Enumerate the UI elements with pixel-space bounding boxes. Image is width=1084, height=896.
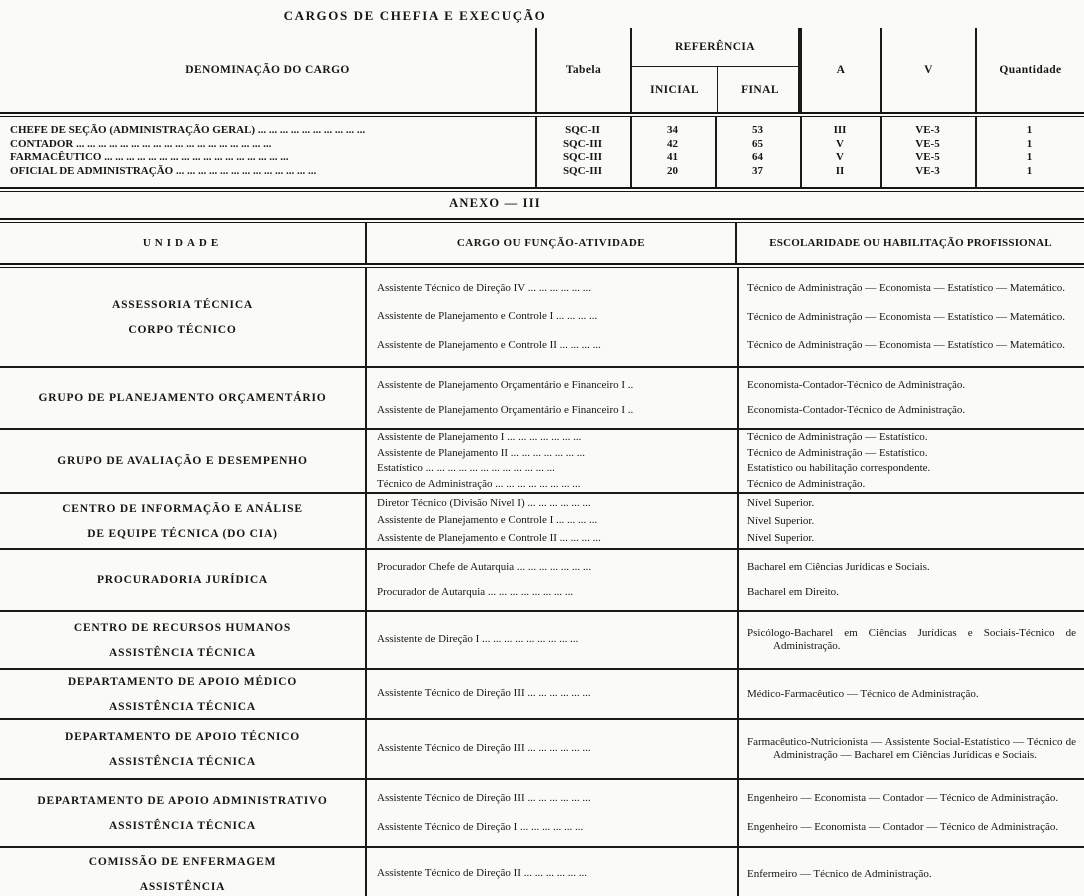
table1-cell-v: VE-5	[915, 137, 940, 150]
table2-cargo-cell: Assistente Técnico de Direção III ... ... ... ... ... ...	[377, 687, 591, 700]
table1-cell-a: V	[836, 151, 844, 163]
table2-group	[0, 668, 1084, 718]
table2-cargo-cell: Assistente Técnico de Direção III ... ... ... ... ... ...	[377, 791, 591, 804]
table1-header-inicial: INICIAL	[650, 83, 699, 96]
table2-unit-line: ASSESSORIA TÉCNICA	[111, 298, 254, 311]
table2-cargo-cell: Assistente Técnico de Direção IV ... ... ... ... ... ...	[377, 281, 592, 294]
table1-cell-quantidade: 1	[1026, 151, 1033, 163]
table1-row	[0, 151, 1084, 165]
table2-escolaridade-text: Técnico de Administração — Economista — Estatístico — Matemático.	[747, 282, 1066, 295]
table2-cargo-cell: Procurador de Autarquia ... ... ... ... ... ... ... ...	[377, 585, 574, 598]
table2-escolaridade-cell	[737, 514, 1084, 529]
table1-header-a: A	[800, 28, 880, 112]
table1-title: CARGOS DE CHEFIA E EXECUÇÃO	[283, 8, 547, 23]
table1-cell-inicial: 42	[667, 137, 678, 150]
table2-escolaridade-cell	[737, 867, 1084, 882]
table1-header	[0, 28, 1084, 112]
table2-unit-line: CENTRO DE INFORMAÇÃO E ANÁLISE	[62, 502, 303, 515]
table2-cargo-cell: Assistente Técnico de Direção I ... ... ... ... ... ...	[377, 821, 584, 833]
table2-escolaridade-cell	[737, 461, 1084, 476]
table2-cargo-cell: Assistente Técnico de Direção II ... ... ... ... ... ...	[377, 867, 587, 880]
table1-cell-final: 37	[752, 164, 763, 177]
table1-cell-tabela: SQC-III	[562, 151, 603, 163]
table2-escolaridade-cell	[737, 281, 1084, 296]
table2-escolaridade-text: Economista-Contador-Técnico de Administração.	[747, 404, 966, 417]
table2-unit-line: COMISSÃO DE ENFERMAGEM	[88, 855, 277, 868]
column-divider	[630, 117, 632, 187]
table1-cell-tabela: SQC-II	[565, 124, 600, 136]
table2-unit-cell	[0, 560, 365, 601]
table1-header-quantidade: Quantidade	[975, 28, 1084, 112]
table1-cell-inicial: 41	[667, 151, 678, 163]
table2-escolaridade-text: Bacharel em Ciências Jurídicas e Sociais.	[747, 560, 930, 573]
table2-escolaridade-cell	[737, 403, 1084, 418]
table2-cargo-cell: Assistente de Planejamento e Controle I ... ... ... ...	[377, 514, 598, 527]
table2-header-cargo: CARGO OU FUNÇÃO-ATIVIDADE	[365, 223, 737, 263]
table2-unit-line: CENTRO DE RECURSOS HUMANOS	[73, 621, 292, 634]
table1-cell-cargo: OFICIAL DE ADMINISTRAÇÃO ... ... ... ... ... ... ... ... ... ... ... ... ...	[10, 164, 317, 177]
table2-cargo-cell: Diretor Técnico (Divisão Nível I) ... ... ... ... ... ...	[377, 496, 591, 509]
table1-header-tabela: Tabela	[535, 28, 630, 112]
table2-escolaridade-text: Psicólogo-Bacharel em Ciências Jurídicas e Sociais-Técnico de Administração.	[747, 627, 1076, 652]
table2-escolaridade-text: Nível Superior.	[747, 497, 815, 510]
table1-cell-v: VE-3	[915, 124, 940, 136]
table2-escolaridade-text: Economista-Contador-Técnico de Administração.	[747, 378, 966, 391]
table2-unit-cell	[0, 281, 365, 353]
table2-cargo-cell: Assistente de Planejamento e Controle I ... ... ... ...	[377, 310, 598, 323]
table1-row	[0, 138, 1084, 152]
table2-unit-line: DEPARTAMENTO DE APOIO TÉCNICO	[64, 730, 301, 743]
table2-cargo-cell: Assistente de Planejamento e Controle II ... ... ... ...	[377, 338, 601, 351]
table2-unit-line: ASSISTÊNCIA TÉCNICA	[109, 819, 256, 832]
column-divider	[715, 117, 717, 187]
table1-cell-inicial: 34	[667, 124, 678, 136]
table1-cell-quantidade: 1	[1026, 137, 1033, 150]
table2-unit-cell	[0, 852, 365, 896]
table2-cargo-cell: Técnico de Administração ... ... ... ... ... ... ... ...	[377, 477, 581, 490]
table1-cell-quantidade: 1	[1026, 124, 1033, 136]
table2-escolaridade-cell	[737, 531, 1084, 546]
table2-escolaridade-text: Nível Superior.	[747, 514, 815, 527]
column-divider	[800, 117, 802, 187]
table1-body	[0, 117, 1084, 187]
table2-escolaridade-text: Engenheiro — Economista — Contador — Técnico de Administração.	[747, 791, 1059, 804]
table2-escolaridade-text: Técnico de Administração — Economista — Estatístico — Matemático.	[747, 310, 1066, 323]
table2-unit-line: GRUPO DE AVALIAÇÃO E DESEMPENHO	[57, 455, 308, 467]
table2-escolaridade-text: Técnico de Administração.	[747, 477, 866, 490]
table2-cargo-cell: Assistente de Planejamento e Controle II ... ... ... ...	[377, 531, 601, 544]
table1-cell-final: 65	[752, 137, 763, 150]
table2-escolaridade-text: Técnico de Administração — Economista — Estatístico — Matemático.	[747, 338, 1066, 351]
table2-header-unidade: UNIDADE	[142, 237, 223, 249]
table2-unit-line: ASSISTÊNCIA TÉCNICA	[109, 755, 256, 768]
table1-cell-a: III	[833, 124, 847, 136]
table2-cargo-cell: Assistente de Planejamento Orçamentário e Financeiro I ..	[377, 403, 634, 416]
table2-escolaridade-cell	[737, 338, 1084, 353]
table1-cell-tabela: SQC-III	[562, 164, 603, 177]
table2-cargo-cell: Assistente de Planejamento Orçamentário e Financeiro I ..	[377, 378, 634, 391]
table2-cargo-cell: Procurador Chefe de Autarquia ... ... ... ... ... ... ...	[377, 560, 592, 573]
table2-escolaridade-text: Engenheiro — Economista — Contador — Técnico de Administração.	[747, 821, 1059, 834]
table2-group	[0, 492, 1084, 548]
table2-escolaridade-cell	[737, 446, 1084, 461]
table2-unit-line: GRUPO DE PLANEJAMENTO ORÇAMENTÁRIO	[38, 391, 327, 404]
table2-unit-cell	[0, 672, 365, 717]
table1-cell-quantidade: 1	[1026, 164, 1033, 177]
table2-group	[0, 428, 1084, 492]
table2-escolaridade-text: Nível Superior.	[747, 531, 815, 544]
table2-escolaridade-cell	[737, 820, 1084, 835]
table1-cell-tabela: SQC-III	[562, 137, 603, 150]
table2-escolaridade-text: Farmacêutico-Nutricionista — Assistente Social-Estatístico — Técnico de Administração — Bacharel em Ciências Jurídicas e Sociais.	[747, 736, 1076, 761]
table1-header-final: FINAL	[717, 67, 802, 112]
table2-escolaridade-cell	[737, 626, 1084, 654]
table2-unit-cell	[0, 430, 365, 492]
referencia-subheaders	[632, 67, 798, 112]
table2-header	[0, 223, 1084, 263]
table2-unit-line: DEPARTAMENTO DE APOIO MÉDICO	[67, 675, 298, 688]
column-divider	[535, 117, 537, 187]
table2-cargo-cell: Estatístico ... ... ... ... ... ... ... ... ... ... ... ...	[377, 462, 555, 474]
table2-escolaridade-cell	[737, 585, 1084, 600]
table1-cell-cargo: CONTADOR ... ... ... ... ... ... ... ... ... ... ... ... ... ... ... ... ... ...	[10, 137, 272, 150]
table1-cell-final: 53	[752, 124, 763, 136]
table2-escolaridade-text: Médico-Farmacêutico — Técnico de Administração.	[747, 687, 979, 700]
table2-escolaridade-cell	[737, 560, 1084, 575]
table2-body	[0, 268, 1084, 896]
table2-unit-line: ASSISTÊNCIA	[139, 880, 226, 893]
table2-unit-line: DEPARTAMENTO DE APOIO ADMINISTRATIVO	[37, 794, 328, 807]
table2-group	[0, 548, 1084, 610]
table2-unit-line: ASSISTÊNCIA TÉCNICA	[109, 700, 256, 713]
table2-escolaridade-cell	[737, 430, 1084, 445]
table1-header-denominacao: DENOMINAÇÃO DO CARGO	[185, 64, 350, 76]
table2-unit-line: PROCURADORIA JURÍDICA	[96, 573, 269, 586]
table1-cell-inicial: 20	[667, 164, 678, 177]
table2-unit-cell	[0, 378, 365, 419]
table1-cell-a: II	[835, 164, 845, 177]
table1-cell-v: VE-3	[915, 164, 940, 177]
table2-unit-cell	[0, 496, 365, 546]
table2-group	[0, 718, 1084, 778]
table2-escolaridade-text: Técnico de Administração — Estatístico.	[747, 431, 928, 444]
table2-escolaridade-text: Bacharel em Direito.	[747, 586, 839, 599]
table2-unit-line: CORPO TÉCNICO	[128, 323, 237, 336]
table1-header-referencia: REFERÊNCIA	[674, 41, 756, 53]
table2-header-escolaridade: ESCOLARIDADE OU HABILITAÇÃO PROFISSIONAL	[769, 237, 1052, 249]
anexo-title: ANEXO — III	[449, 196, 541, 210]
table2-cargo-cell: Assistente Técnico de Direção III ... ... ... ... ... ...	[377, 742, 591, 755]
table2-unit-line: ASSISTÊNCIA TÉCNICA	[109, 646, 256, 659]
table2-group	[0, 268, 1084, 366]
table2-unit-cell	[0, 727, 365, 772]
table1-header-referencia-group	[630, 28, 800, 112]
table2-cargo-cell: Assistente de Planejamento II ... ... ... ... ... ... ...	[377, 446, 586, 459]
table2-escolaridade-cell	[737, 687, 1084, 702]
table2-escolaridade-text: Enfermeiro — Técnico de Administração.	[747, 867, 932, 880]
table2-escolaridade-cell	[737, 310, 1084, 325]
table2-escolaridade-cell	[737, 791, 1084, 806]
table2-unit-line: DE EQUIPE TÉCNICA (DO CIA)	[87, 527, 278, 540]
table1-cell-v: VE-5	[915, 151, 940, 163]
table2-cargo-cell: Assistente de Planejamento I ... ... ... ... ... ... ...	[377, 431, 582, 443]
table2-escolaridade-text: Estatístico ou habilitação correspondente.	[747, 462, 931, 475]
table1-cell-final: 64	[752, 151, 763, 163]
table2-unit-cell	[0, 787, 365, 839]
table2-escolaridade-cell	[737, 735, 1084, 763]
column-divider	[880, 117, 882, 187]
table2-group	[0, 846, 1084, 896]
table2-unit-cell	[0, 618, 365, 663]
table2-group	[0, 778, 1084, 846]
table2-group	[0, 366, 1084, 428]
column-divider	[975, 117, 977, 187]
table1-cell-cargo: FARMACÊUTICO ... ... ... ... ... ... ... ... ... ... ... ... ... ... ... ... ...	[10, 151, 289, 163]
table1-header-v: V	[880, 28, 975, 112]
table2-cargo-cell: Assistente de Direção I ... ... ... ... ... ... ... ... ...	[377, 633, 579, 646]
table1-row	[0, 165, 1084, 179]
table2-escolaridade-cell	[737, 477, 1084, 492]
table1-row	[0, 124, 1084, 138]
table1-cell-cargo: CHEFE DE SEÇÃO (ADMINISTRAÇÃO GERAL) ... ... ... ... ... ... ... ... ... ...	[10, 124, 366, 136]
table2-escolaridade-text: Técnico de Administração — Estatístico.	[747, 446, 928, 459]
table2-escolaridade-cell	[737, 496, 1084, 511]
table2-escolaridade-cell	[737, 378, 1084, 393]
table2-group	[0, 610, 1084, 668]
table1-cell-a: V	[836, 137, 844, 150]
